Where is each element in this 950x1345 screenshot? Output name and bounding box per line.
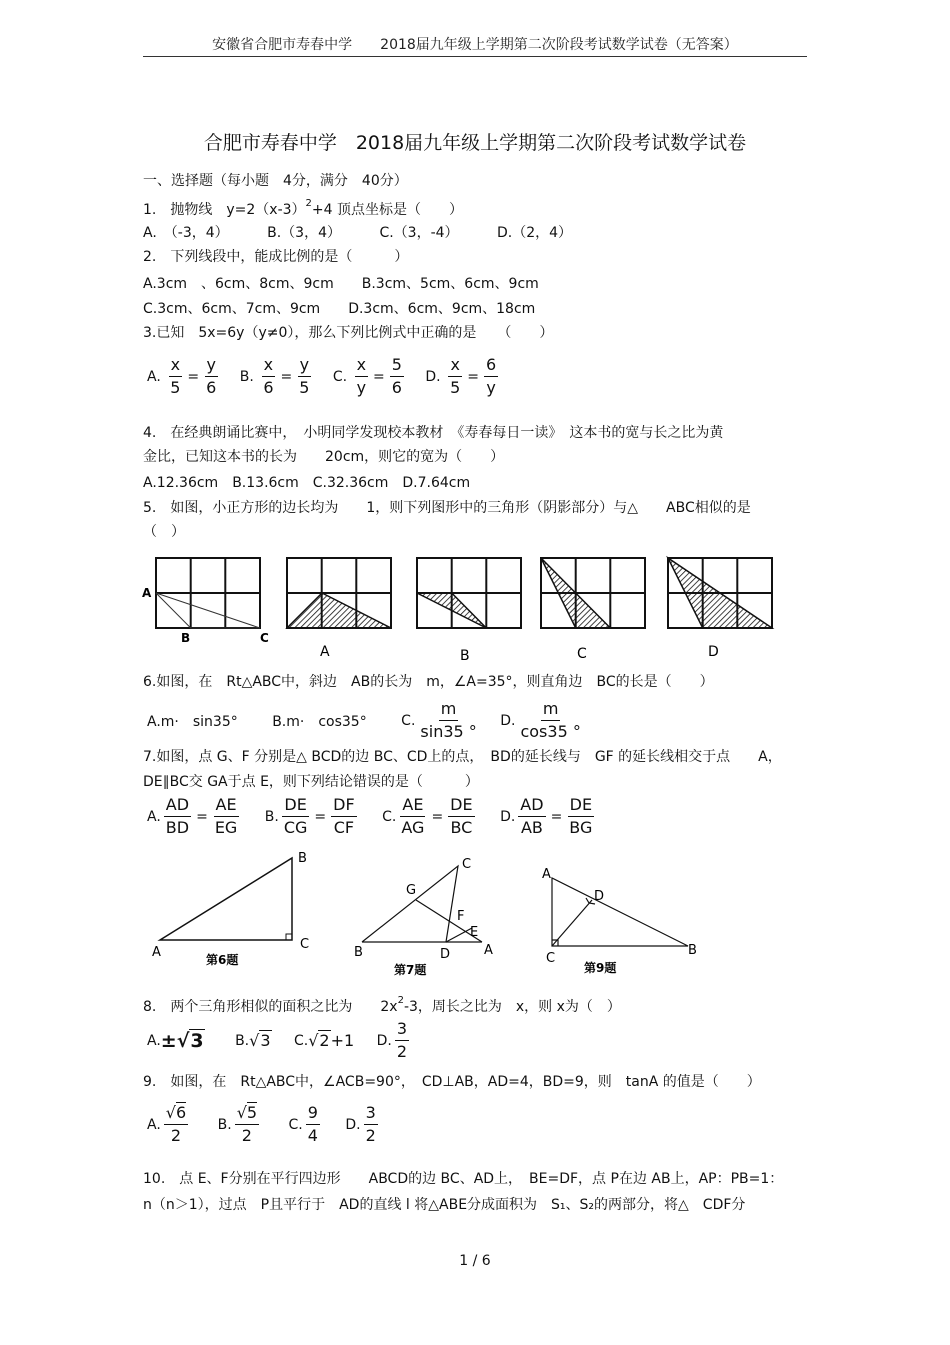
denominator: sin35 ° — [420, 722, 477, 741]
section-heading: 一、选择题（每小题 4分，满分 40分） — [143, 173, 408, 189]
question-4-line-1: 4. 在经典朗诵比赛中， 小明同学发现校本教材 《寿春每日一读》 这本书的宽与长之比为黄 — [143, 425, 724, 441]
figure-9-labels — [542, 867, 697, 975]
q1-option-b: B.（3，4） — [267, 225, 341, 241]
question-2-stem: 2. 下列线段中，能成比例的是（ ） — [143, 249, 409, 265]
question-3-stem: 3.已知 5x=6y（y≠0），那么下列比例式中正确的是 （ ） — [143, 325, 554, 341]
question-5-grid-figures — [140, 550, 790, 665]
option-label: C. — [293, 1032, 309, 1049]
q3-option-c: C. $\frac{x}{y}$ = $\frac{5}{6}$ — [332, 355, 402, 397]
fraction — [390, 354, 404, 399]
right-angle-mark — [286, 934, 292, 940]
question-9-stem: 9. 如图，在 Rt△ABC中，∠ACB=90°， CD⊥AB，AD=4，BD=9，则 tanA 的值是（ ） — [143, 1074, 761, 1090]
q8-option-a — [143, 1030, 205, 1052]
label-b: B — [688, 943, 697, 958]
q1-stem-part: +4 顶点坐标是（ ） — [311, 202, 463, 218]
denominator: 5 — [299, 378, 310, 397]
question-3-options — [143, 354, 511, 399]
question-4-options: A.12.36cm B.13.6cm C.32.36cm D.7.64cm — [143, 475, 471, 491]
q1-stem-part: 1. 抛物线 y=2（x-3） — [143, 202, 306, 218]
triangle-abc — [552, 878, 688, 946]
question-2-options-row-2: C.3cm、6cm、7cm、9cm D.3cm、6cm、9cm、18cm — [143, 301, 536, 317]
question-5-line-1: 5. 如图，小正方形的边长均为 1，则下列图形中的三角形（阴影部分）与△ ABC相似的是 — [143, 500, 751, 516]
label-c: C — [300, 937, 310, 952]
option-d-grid — [668, 558, 772, 628]
q8-option-d — [373, 1018, 412, 1063]
denominator: 2 — [396, 1042, 408, 1061]
option-a-grid — [287, 558, 391, 628]
numerator: DF — [331, 794, 357, 817]
triangle-bcd — [362, 866, 458, 942]
question-5-line-2: （ ） — [143, 524, 185, 540]
triangle-abc — [156, 593, 260, 628]
figure-9 — [552, 878, 688, 946]
q7-option-b: B. $\frac{DE}{CG}$ = $\frac{DF}{CF}$ — [264, 795, 355, 837]
numerator: 9 — [306, 1102, 320, 1125]
question-8-options — [143, 1018, 422, 1063]
denominator: 6 — [263, 378, 274, 397]
fraction — [518, 794, 545, 839]
numerator: 5 — [390, 354, 404, 377]
denominator: 6 — [391, 378, 402, 397]
q8-option-b — [231, 1031, 271, 1050]
q8-option-c — [290, 1031, 354, 1050]
denominator: BC — [450, 818, 473, 837]
numerator: 3 — [395, 1018, 409, 1041]
numerator: DE — [282, 794, 308, 817]
fraction — [355, 354, 368, 399]
q1-exponent: 2 — [305, 198, 312, 209]
label-a: A — [142, 586, 152, 600]
label-b: B — [354, 945, 363, 960]
label-e: E — [470, 925, 479, 940]
page-number: 1 / 6 — [459, 1253, 491, 1269]
plus-one: +1 — [330, 1031, 355, 1050]
q6-option-a: A.m· sin35° — [147, 713, 238, 730]
q1-option-c: C.（3，-4） — [379, 225, 459, 241]
numerator: x — [355, 354, 368, 377]
figure-6-caption: 第6题 — [206, 953, 239, 967]
question-4-line-2: 金比，已知这本书的长为 20cm，则它的宽为（ ） — [143, 449, 505, 465]
fraction — [168, 354, 182, 399]
option-label: A. — [147, 1032, 161, 1049]
segment-de — [446, 928, 472, 942]
q8-stem-part: -3，周长之比为 x，则 x为（ ） — [403, 999, 621, 1015]
question-6-options — [143, 698, 596, 743]
numerator: AD — [164, 794, 191, 817]
geometry-figures — [140, 848, 720, 980]
numerator: DE — [448, 794, 474, 817]
label-c: C — [260, 631, 269, 645]
option-b-grid — [417, 558, 521, 628]
question-10-line-1: 10. 点 E、F分别在平行四边形 ABCD的边 BC、AD上， BE=DF，点 P在边 AB上，AP：PB=1： — [143, 1171, 784, 1187]
figure-7-caption: 第7题 — [394, 963, 427, 977]
q7-option-d: D. $\frac{AD}{AB}$ = $\frac{DE}{BG}$ — [500, 795, 593, 837]
fraction — [204, 354, 218, 399]
q6-option-b: B.m· cos35° — [272, 713, 367, 730]
header-rule — [143, 56, 807, 57]
radicand: 3 — [260, 1031, 271, 1050]
label-g: G — [406, 883, 417, 898]
option-b-caption: B — [460, 648, 470, 664]
page-header: 安徽省合肥市寿春中学 2018届九年级上学期第二次阶段考试数学试卷（无答案） — [212, 37, 738, 53]
label-a: A — [152, 945, 161, 960]
label-b: B — [181, 631, 191, 645]
label-c: C — [462, 857, 472, 872]
fraction — [567, 794, 594, 839]
q7-option-a: A. $\frac{AD}{BD}$ = $\frac{AE}{EG}$ — [147, 795, 238, 837]
fraction — [448, 354, 462, 399]
reference-grid — [156, 558, 260, 628]
option-label: D. — [500, 712, 516, 729]
question-1-options — [143, 222, 606, 242]
label-c: C — [546, 951, 556, 966]
q8-stem-part: 8. 两个三角形相似的面积之比为 2x — [143, 999, 398, 1015]
figure-7-labels — [354, 857, 493, 977]
exam-title: 合肥市寿春中学 2018届九年级上学期第二次阶段考试数学试卷 — [203, 132, 747, 154]
option-label: A. — [147, 808, 161, 825]
denominator: 5 — [170, 378, 181, 397]
fraction — [518, 698, 582, 743]
option-label: B. — [235, 1032, 250, 1049]
numerator: x — [448, 354, 461, 377]
denominator: 5 — [450, 378, 461, 397]
question-7-line-1: 7.如图，点 G、F 分别是△ BCD的边 BC、CD上的点， BD的延长线与 GF 的延长线相交于点 A， — [143, 749, 782, 765]
numerator: AE — [214, 794, 239, 817]
q7-option-c: C. $\frac{AE}{AG}$ = $\frac{DE}{BC}$ — [382, 795, 473, 837]
option-label: A. — [147, 368, 161, 385]
q9-option-a — [143, 1102, 191, 1147]
q3-option-d: D. $\frac{x}{5}$ = $\frac{6}{y}$ — [425, 355, 497, 397]
square-root: √3 — [176, 1029, 204, 1052]
figure-6 — [152, 851, 309, 967]
option-label: D. — [500, 808, 516, 825]
fraction — [261, 354, 275, 399]
option-label: D. — [425, 368, 441, 385]
option-d-caption: D — [708, 644, 719, 660]
q9-option-c — [285, 1102, 323, 1147]
denominator: cos35 ° — [520, 722, 581, 741]
q1-option-d: D.（2，4） — [496, 225, 573, 241]
triangle-abc — [160, 858, 292, 940]
numerator: x — [262, 354, 275, 377]
q8-exponent: 2 — [397, 995, 404, 1006]
radicand: 2 — [319, 1031, 330, 1050]
option-a-caption: A — [320, 644, 330, 660]
q1-option-a: A. （-3，4） — [143, 225, 229, 241]
denominator: CG — [283, 818, 308, 837]
denominator: 4 — [307, 1126, 318, 1145]
option-label: B. — [264, 808, 279, 825]
plus-minus: ± — [160, 1029, 177, 1052]
denominator: EG — [214, 818, 238, 837]
option-label: D. — [376, 1032, 392, 1049]
radicand: 5 — [246, 1103, 258, 1122]
fraction — [306, 1102, 320, 1147]
denominator: BG — [569, 818, 593, 837]
label-b: B — [298, 851, 307, 866]
label-a: A — [542, 867, 551, 882]
option-c-caption: C — [577, 646, 587, 662]
label-f: F — [457, 909, 465, 924]
numerator: √6 — [164, 1102, 188, 1125]
option-label: B. — [217, 1116, 232, 1133]
numerator: DE — [568, 794, 594, 817]
label-a: A — [484, 943, 493, 958]
radicand: 3 — [190, 1029, 204, 1052]
numerator: y — [205, 354, 218, 377]
numerator: AE — [400, 794, 425, 817]
denominator: y — [486, 378, 496, 397]
fraction — [164, 1102, 188, 1147]
denominator: AB — [520, 818, 543, 837]
fraction — [448, 794, 474, 839]
square-root: √2 — [308, 1031, 330, 1050]
fraction — [164, 794, 191, 839]
numerator: 3 — [364, 1102, 378, 1125]
square-root: √3 — [249, 1031, 271, 1050]
denominator: 2 — [170, 1126, 182, 1145]
option-label: B. — [239, 368, 254, 385]
fraction — [364, 1102, 378, 1147]
fraction — [331, 794, 357, 839]
denominator: 2 — [241, 1126, 252, 1145]
denominator: 6 — [206, 378, 217, 397]
q6-option-c — [397, 698, 482, 743]
question-10-line-2: n（n＞1），过点 P且平行于 AD的直线 l 将△ABE分成面积为 S₁、S₂的两部分，将△ CDF分 — [143, 1197, 746, 1213]
figure-9-caption: 第9题 — [584, 961, 617, 975]
numerator: m — [439, 698, 459, 721]
option-label: C. — [332, 368, 348, 385]
denominator: y — [356, 378, 367, 397]
q6-option-d — [496, 698, 586, 743]
fraction — [395, 1018, 409, 1063]
question-7-options — [143, 794, 607, 839]
figure-7 — [362, 866, 482, 942]
fraction — [235, 1102, 259, 1147]
q9-option-b — [214, 1102, 262, 1147]
question-9-options — [143, 1102, 391, 1147]
denominator: BD — [165, 818, 190, 837]
numerator: √5 — [235, 1102, 259, 1125]
shaded-triangle — [287, 593, 391, 628]
question-6-stem: 6.如图，在 Rt△ABC中，斜边 AB的长为 m，∠A=35°，则直角边 BC的长是（ ） — [143, 674, 714, 690]
q3-option-b: B. $\frac{x}{6}$ = $\frac{y}{5}$ — [239, 355, 310, 397]
q3-option-a: A. $\frac{x}{5}$ = $\frac{y}{6}$ — [147, 355, 217, 397]
fraction — [484, 354, 498, 399]
radicand: 6 — [175, 1103, 187, 1122]
question-8-stem — [143, 995, 621, 1016]
numerator: y — [298, 354, 311, 377]
numerator: m — [541, 698, 561, 721]
label-d: D — [594, 889, 605, 904]
question-7-line-2: DE∥BC交 GA于点 E，则下列结论错误的是（ ） — [143, 774, 479, 790]
denominator: CF — [333, 818, 355, 837]
label-d: D — [440, 947, 451, 962]
numerator: x — [169, 354, 182, 377]
denominator: 2 — [365, 1126, 376, 1145]
option-label: C. — [401, 712, 416, 729]
denominator: AG — [401, 818, 425, 837]
option-label: C. — [288, 1116, 303, 1133]
fraction — [282, 794, 310, 839]
option-label: D. — [345, 1116, 361, 1133]
fraction — [418, 698, 478, 743]
altitude-cd — [552, 900, 592, 946]
question-1-stem — [143, 198, 463, 219]
q9-option-d — [341, 1102, 380, 1147]
option-label: A. — [147, 1116, 161, 1133]
numerator: 6 — [484, 354, 498, 377]
numerator: AD — [518, 794, 545, 817]
fraction — [213, 794, 240, 839]
fraction — [297, 354, 311, 399]
question-2-options-row-1: A.3cm 、6cm、8cm、9cm B.3cm、5cm、6cm、9cm — [143, 276, 539, 292]
option-label: C. — [382, 808, 397, 825]
fraction — [399, 794, 426, 839]
option-c-grid — [541, 558, 645, 628]
